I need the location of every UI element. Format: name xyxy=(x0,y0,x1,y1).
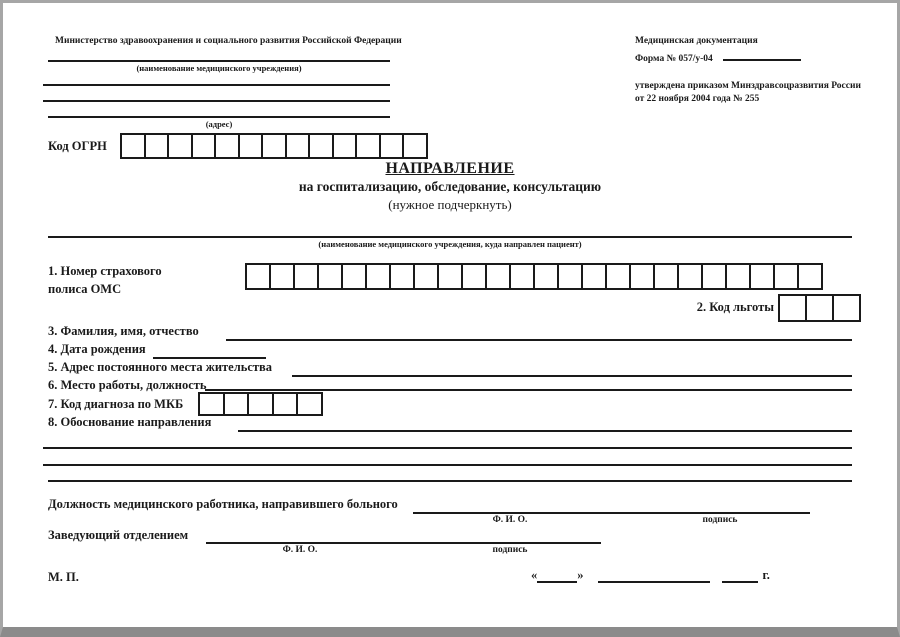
address-caption: (адрес) xyxy=(205,119,233,129)
ogrn-cells[interactable] xyxy=(120,133,428,159)
input-cell[interactable] xyxy=(365,263,391,290)
form-subtitle: на госпитализацию, обследование, консультацию xyxy=(298,179,602,194)
head-signature-line[interactable] xyxy=(206,542,601,544)
ministry-title: Министерство здравоохранения и социального развития Российской Федерации xyxy=(55,36,402,46)
date-year-suffix: г. xyxy=(762,568,770,582)
justification-extra-line-1[interactable] xyxy=(43,447,852,449)
input-cell[interactable] xyxy=(749,263,775,290)
justification-field-line[interactable] xyxy=(238,430,852,432)
input-cell[interactable] xyxy=(581,263,607,290)
input-cell[interactable] xyxy=(332,133,358,159)
institution-caption: (наименование медицинского учреждения) xyxy=(136,63,302,73)
input-cell[interactable] xyxy=(437,263,463,290)
form-number-row xyxy=(635,48,861,66)
birthdate-field-line[interactable] xyxy=(153,357,266,359)
ogrn-label: Код ОГРН xyxy=(48,139,107,153)
input-cell[interactable] xyxy=(261,133,287,159)
icd-code-cells[interactable] xyxy=(198,392,323,416)
input-cell[interactable] xyxy=(832,294,861,322)
benefit-code-cells[interactable] xyxy=(778,294,861,322)
date-day-blank[interactable] xyxy=(537,570,577,583)
institution-extra-line-2[interactable] xyxy=(43,100,390,102)
insurance-label-line1: 1. Номер страхового xyxy=(48,264,162,278)
workplace-field-line[interactable] xyxy=(205,389,852,391)
input-cell[interactable] xyxy=(144,133,170,159)
underline-instruction: (нужное подчеркнуть) xyxy=(388,197,512,212)
input-cell[interactable] xyxy=(379,133,405,159)
destination-institution-caption: (наименование медицинского учреждения, куда направлен пациент) xyxy=(318,239,582,249)
doctor-signature-line[interactable] xyxy=(413,512,810,514)
input-cell[interactable] xyxy=(247,392,274,416)
justification-label: 8. Обоснование направления xyxy=(48,415,212,429)
input-cell[interactable] xyxy=(223,392,250,416)
residence-address-label: 5. Адрес постоянного места жительства xyxy=(48,360,273,374)
benefit-code-label: 2. Код льготы xyxy=(696,300,774,314)
date-quote-close: » xyxy=(577,568,584,582)
input-cell[interactable] xyxy=(272,392,299,416)
input-cell[interactable] xyxy=(653,263,679,290)
input-cell[interactable] xyxy=(238,133,264,159)
input-cell[interactable] xyxy=(167,133,193,159)
form-title: НАПРАВЛЕНИЕ xyxy=(385,160,515,177)
date-month-blank[interactable] xyxy=(598,570,710,583)
input-cell[interactable] xyxy=(269,263,295,290)
form-number-label: Форма № 057/у-04 xyxy=(635,53,713,64)
input-cell[interactable] xyxy=(797,263,823,290)
doc-type-label: Медицинская документация xyxy=(635,36,758,46)
justification-extra-line-2[interactable] xyxy=(43,464,852,466)
input-cell[interactable] xyxy=(120,133,146,159)
input-cell[interactable] xyxy=(293,263,319,290)
input-cell[interactable] xyxy=(341,263,367,290)
institution-extra-line-1[interactable] xyxy=(43,84,390,86)
head-of-department-label: Заведующий отделением xyxy=(48,528,189,542)
input-cell[interactable] xyxy=(778,294,807,322)
input-cell[interactable] xyxy=(296,392,323,416)
doctor-position-label: Должность медицинского работника, направившего больного xyxy=(48,497,398,511)
input-cell[interactable] xyxy=(629,263,655,290)
destination-institution-field-line[interactable] xyxy=(48,236,852,238)
input-cell[interactable] xyxy=(402,133,428,159)
approved-by-line1: утверждена приказом Минздравсоцразвития России xyxy=(635,81,861,91)
input-cell[interactable] xyxy=(557,263,583,290)
input-cell[interactable] xyxy=(191,133,217,159)
input-cell[interactable] xyxy=(533,263,559,290)
birthdate-label: 4. Дата рождения xyxy=(48,342,146,356)
fullname-label: 3. Фамилия, имя, отчество xyxy=(48,324,199,338)
input-cell[interactable] xyxy=(285,133,311,159)
input-cell[interactable] xyxy=(725,263,751,290)
residence-address-field-line[interactable] xyxy=(292,375,852,377)
form-number-blank-line[interactable] xyxy=(723,48,801,61)
spacer xyxy=(635,65,861,80)
input-cell[interactable] xyxy=(485,263,511,290)
institution-name-field-line[interactable] xyxy=(48,60,390,62)
justification-extra-line-3[interactable] xyxy=(48,480,852,482)
date-row xyxy=(531,568,770,583)
input-cell[interactable] xyxy=(355,133,381,159)
address-field-line[interactable] xyxy=(48,116,390,118)
input-cell[interactable] xyxy=(198,392,225,416)
insurance-policy-cells[interactable] xyxy=(245,263,823,290)
input-cell[interactable] xyxy=(308,133,334,159)
input-cell[interactable] xyxy=(413,263,439,290)
input-cell[interactable] xyxy=(701,263,727,290)
input-cell[interactable] xyxy=(317,263,343,290)
input-cell[interactable] xyxy=(214,133,240,159)
input-cell[interactable] xyxy=(605,263,631,290)
form-meta-block xyxy=(635,35,861,105)
head-signature-caption: подпись xyxy=(492,545,528,555)
head-fio-caption: Ф. И. О. xyxy=(282,545,318,555)
input-cell[interactable] xyxy=(461,263,487,290)
insurance-label-line2: полиса ОМС xyxy=(48,282,122,296)
input-cell[interactable] xyxy=(773,263,799,290)
approved-by-line2: от 22 ноября 2004 года № 255 xyxy=(635,93,760,104)
input-cell[interactable] xyxy=(245,263,271,290)
fullname-field-line[interactable] xyxy=(226,339,852,341)
input-cell[interactable] xyxy=(677,263,703,290)
date-year-blank[interactable] xyxy=(722,570,758,583)
stamp-place-label: М. П. xyxy=(48,570,79,584)
date-quote-open: « xyxy=(531,568,538,582)
icd-code-label: 7. Код диагноза по МКБ xyxy=(48,397,184,411)
input-cell[interactable] xyxy=(805,294,834,322)
doctor-signature-caption: подпись xyxy=(702,515,738,525)
doctor-fio-caption: Ф. И. О. xyxy=(492,515,528,525)
workplace-label: 6. Место работы, должность xyxy=(48,378,207,392)
input-cell[interactable] xyxy=(389,263,415,290)
input-cell[interactable] xyxy=(509,263,535,290)
